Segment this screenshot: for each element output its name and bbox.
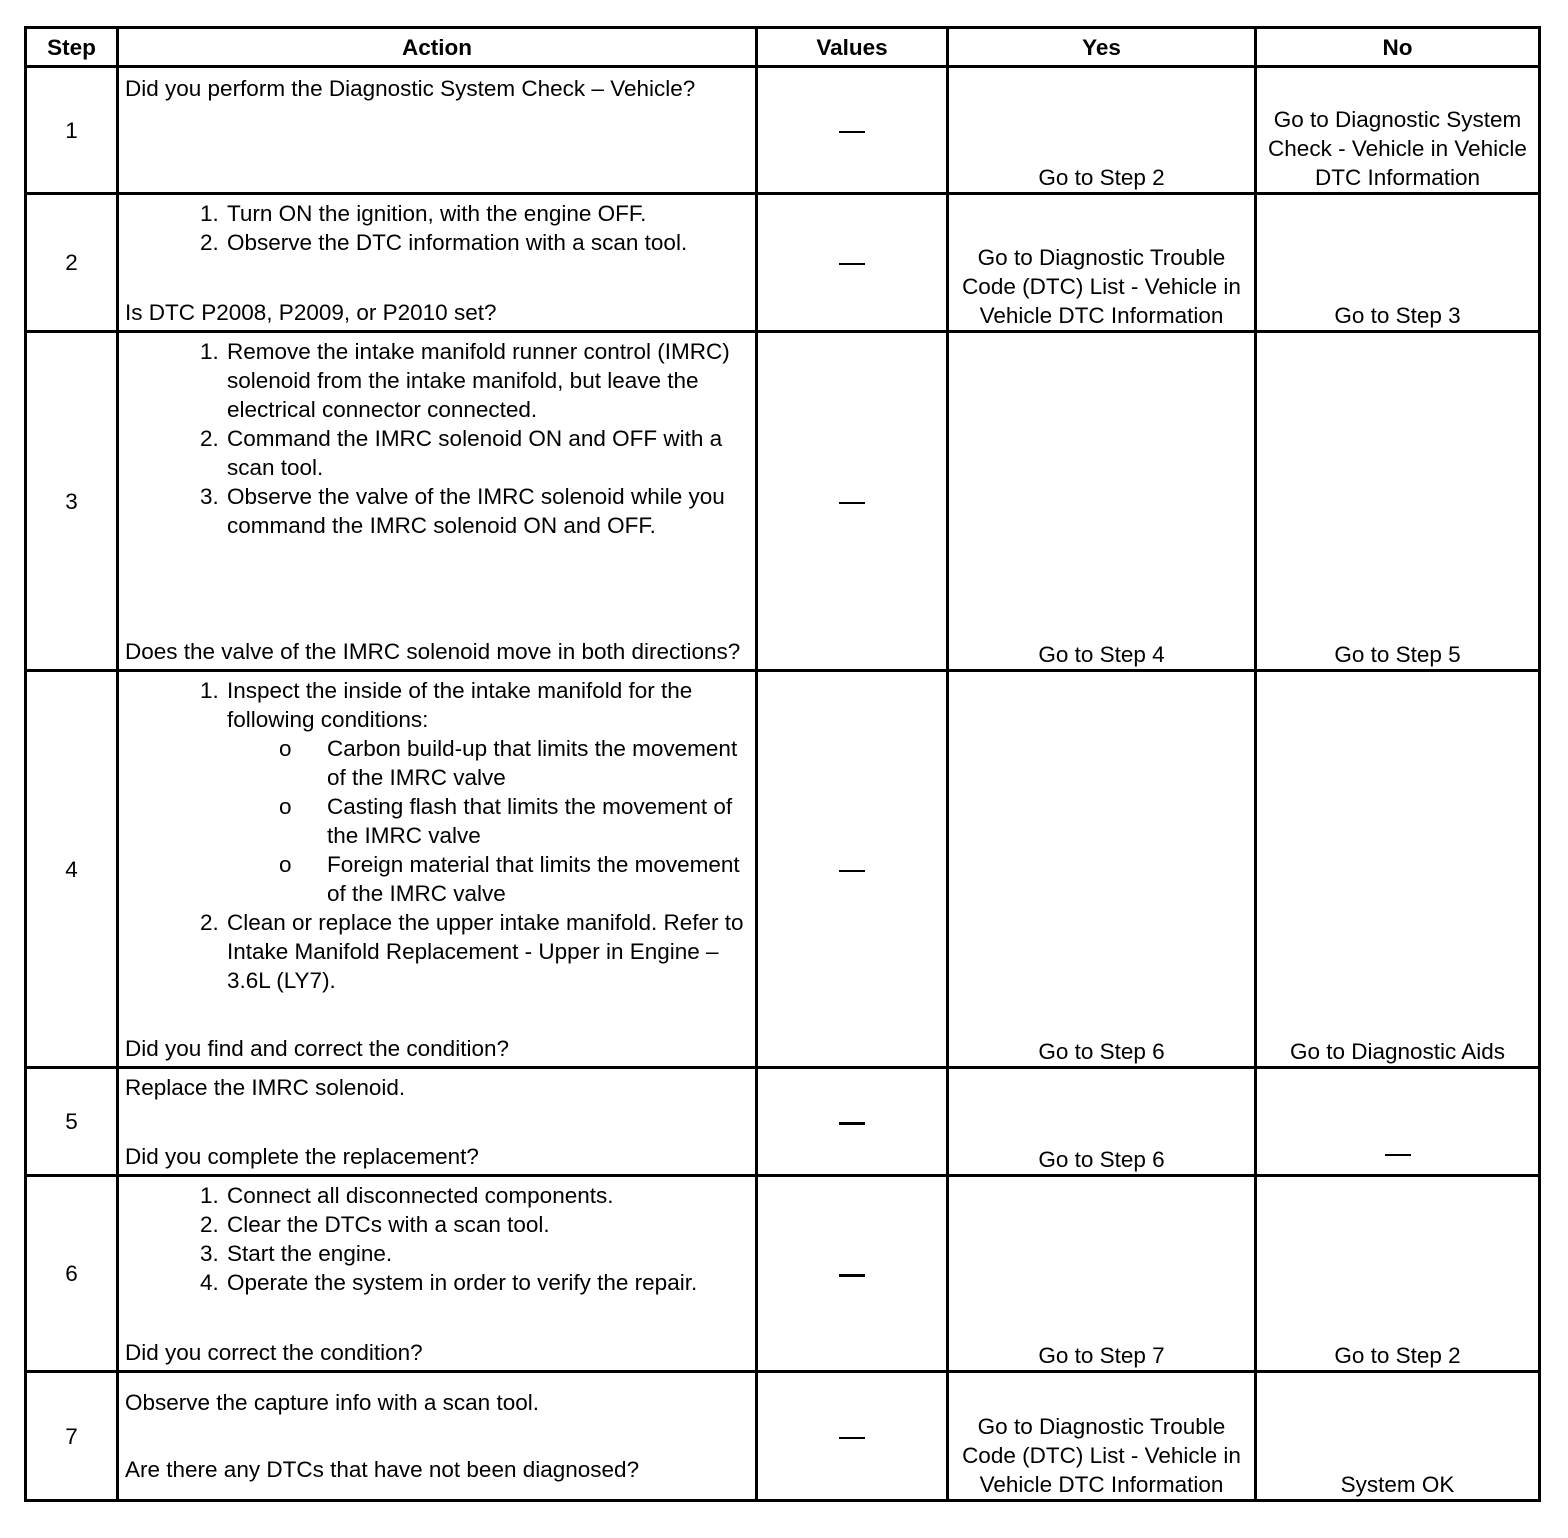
action-question: Did you complete the replacement? bbox=[125, 1144, 479, 1169]
values-cell bbox=[757, 1176, 948, 1372]
no-cell: Go to Step 2 bbox=[1256, 1176, 1540, 1372]
sub-list-item: o Foreign material that limits the movement of the IMRC valve bbox=[327, 850, 749, 908]
action-text: Observe the capture info with a scan tool. bbox=[125, 1390, 539, 1415]
action-question: Are there any DTCs that have not been diagnosed? bbox=[125, 1457, 640, 1482]
action-steps bbox=[125, 333, 749, 540]
list-item: 1. Remove the intake manifold runner control (IMRC) solenoid from the intake manifold, but leave the electrical connector connected. bbox=[225, 337, 749, 424]
header-row bbox=[26, 28, 1540, 67]
no-cell: Go to Diagnostic Aids bbox=[1256, 671, 1540, 1068]
dash-icon bbox=[839, 263, 865, 265]
list-item: 4. Operate the system in order to verify the repair. bbox=[225, 1268, 749, 1297]
yes-cell: Go to Step 7 bbox=[948, 1176, 1256, 1372]
values-cell bbox=[757, 67, 948, 194]
action-cell bbox=[118, 67, 757, 194]
action-steps bbox=[125, 672, 749, 995]
list-item: 2. Clean or replace the upper intake manifold. Refer to Intake Manifold Replacement - Upper in Engine – 3.6L (LY7). bbox=[225, 908, 749, 995]
action-question: Is DTC P2008, P2009, or P2010 set? bbox=[125, 300, 497, 325]
dash-icon bbox=[839, 1122, 865, 1125]
action-steps bbox=[125, 1177, 749, 1297]
list-item: 1. Turn ON the ignition, with the engine OFF. bbox=[225, 199, 749, 228]
header-values: Values bbox=[757, 28, 948, 67]
list-item: 2. Clear the DTCs with a scan tool. bbox=[225, 1210, 749, 1239]
yes-cell: Go to Step 4 bbox=[948, 332, 1256, 671]
action-cell bbox=[118, 332, 757, 671]
values-cell bbox=[757, 671, 948, 1068]
action-cell bbox=[118, 194, 757, 332]
dash-icon bbox=[839, 1437, 865, 1439]
header-step: Step bbox=[26, 28, 118, 67]
dash-icon bbox=[839, 502, 865, 504]
table-row bbox=[26, 1068, 1540, 1176]
action-cell bbox=[118, 1068, 757, 1176]
list-item: 3. Observe the valve of the IMRC solenoid while you command the IMRC solenoid ON and OFF. bbox=[225, 482, 749, 540]
action-question: Does the valve of the IMRC solenoid move in both directions? bbox=[125, 639, 741, 664]
dash-icon bbox=[839, 870, 865, 872]
values-cell bbox=[757, 1068, 948, 1176]
table-row bbox=[26, 671, 1540, 1068]
action-text: Replace the IMRC solenoid. bbox=[125, 1075, 406, 1100]
no-cell: Go to Diagnostic System Check - Vehicle in Vehicle DTC Information bbox=[1256, 67, 1540, 194]
sub-list bbox=[227, 734, 749, 908]
diagnostic-table bbox=[24, 26, 1541, 1502]
action-cell bbox=[118, 671, 757, 1068]
action-cell bbox=[118, 1176, 757, 1372]
yes-cell: Go to Diagnostic Trouble Code (DTC) List - Vehicle in Vehicle DTC Information bbox=[948, 1372, 1256, 1501]
header-no: No bbox=[1256, 28, 1540, 67]
values-cell bbox=[757, 332, 948, 671]
no-cell: Go to Step 5 bbox=[1256, 332, 1540, 671]
step-number: 7 bbox=[26, 1372, 118, 1501]
step-number: 3 bbox=[26, 332, 118, 671]
step-number: 4 bbox=[26, 671, 118, 1068]
table-row bbox=[26, 332, 1540, 671]
step-number: 2 bbox=[26, 194, 118, 332]
action-text: Did you perform the Diagnostic System Check – Vehicle? bbox=[125, 76, 696, 101]
step-number: 5 bbox=[26, 1068, 118, 1176]
dash-icon bbox=[839, 131, 865, 133]
list-item: 3. Start the engine. bbox=[225, 1239, 749, 1268]
table-row bbox=[26, 67, 1540, 194]
action-cell bbox=[118, 1372, 757, 1501]
list-item bbox=[225, 676, 749, 908]
list-item: 1. Connect all disconnected components. bbox=[225, 1181, 749, 1210]
step-number: 1 bbox=[26, 67, 118, 194]
yes-cell: Go to Step 6 bbox=[948, 671, 1256, 1068]
no-cell: System OK bbox=[1256, 1372, 1540, 1501]
table-row bbox=[26, 194, 1540, 332]
yes-cell: Go to Diagnostic Trouble Code (DTC) List - Vehicle in Vehicle DTC Information bbox=[948, 194, 1256, 332]
table-row bbox=[26, 1176, 1540, 1372]
dash-icon bbox=[839, 1274, 865, 1277]
list-item: 2. Observe the DTC information with a scan tool. bbox=[225, 228, 749, 257]
yes-cell: Go to Step 2 bbox=[948, 67, 1256, 194]
action-steps bbox=[125, 195, 749, 257]
no-cell bbox=[1256, 1068, 1540, 1176]
values-cell bbox=[757, 194, 948, 332]
list-item: 2. Command the IMRC solenoid ON and OFF with a scan tool. bbox=[225, 424, 749, 482]
table-row bbox=[26, 1372, 1540, 1501]
action-question: Did you correct the condition? bbox=[125, 1340, 423, 1365]
no-cell: Go to Step 3 bbox=[1256, 194, 1540, 332]
action-question: Did you find and correct the condition? bbox=[125, 1036, 509, 1061]
values-cell bbox=[757, 1372, 948, 1501]
list-item-text: Inspect the inside of the intake manifold for the following conditions: bbox=[227, 678, 693, 732]
sub-list-item: o Casting flash that limits the movement of the IMRC valve bbox=[327, 792, 749, 850]
yes-cell: Go to Step 6 bbox=[948, 1068, 1256, 1176]
header-yes: Yes bbox=[948, 28, 1256, 67]
header-action: Action bbox=[118, 28, 757, 67]
dash-icon bbox=[1385, 1154, 1411, 1156]
step-number: 6 bbox=[26, 1176, 118, 1372]
sub-list-item: o Carbon build-up that limits the movement of the IMRC valve bbox=[327, 734, 749, 792]
